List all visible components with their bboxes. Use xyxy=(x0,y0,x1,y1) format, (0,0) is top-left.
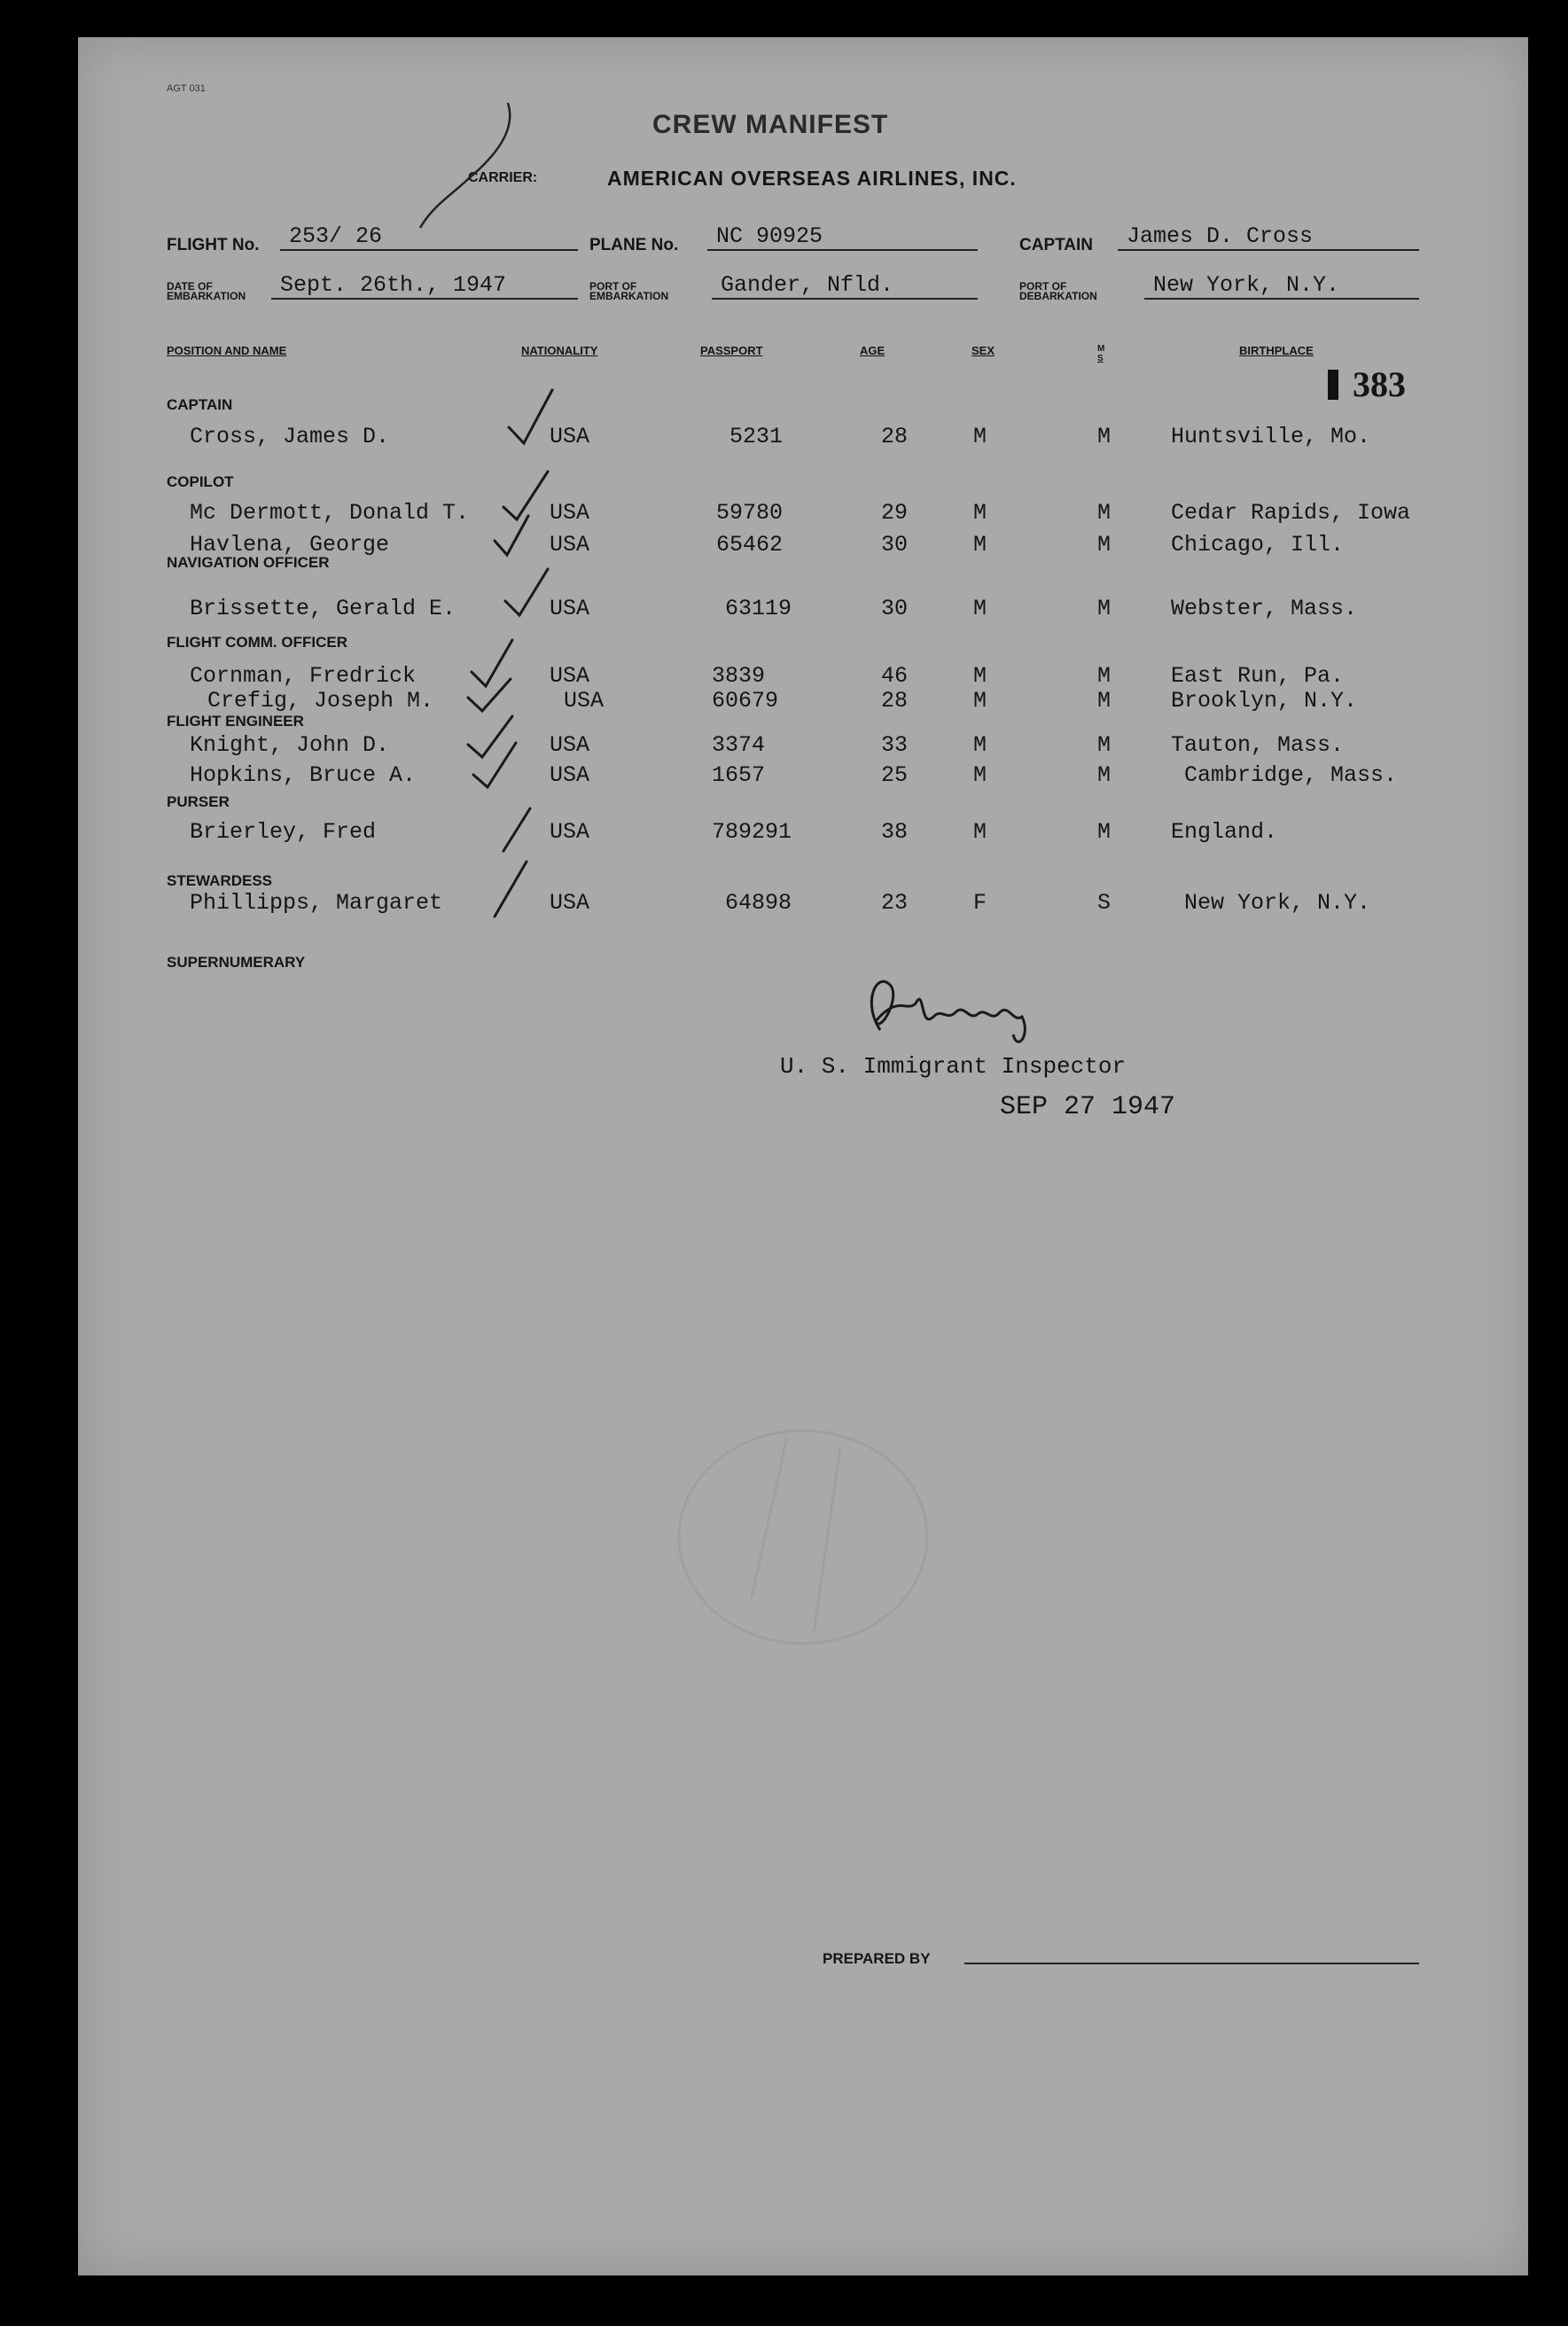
crew-nationality: USA xyxy=(550,890,590,916)
crew-passport: 1657 xyxy=(712,762,766,788)
crew-age: 30 xyxy=(881,596,909,621)
crew-marital: M xyxy=(1097,663,1112,689)
crew-sex: M xyxy=(973,500,987,526)
crew-nationality: USA xyxy=(564,688,605,714)
embark-port-value: Gander, Nfld. xyxy=(712,272,978,300)
crew-nationality: USA xyxy=(550,532,590,558)
crew-sex: M xyxy=(973,532,987,558)
crew-nationality: USA xyxy=(550,732,590,758)
crew-birthplace: Tauton, Mass. xyxy=(1171,732,1345,758)
crew-passport: 64898 xyxy=(725,890,792,916)
embark-date-label: DATE OF EMBARKATION xyxy=(167,280,246,302)
crew-name: Havlena, George xyxy=(190,532,390,558)
crew-name: Crefig, Joseph M. xyxy=(207,688,434,714)
crew-age: 28 xyxy=(881,688,909,714)
crew-nationality: USA xyxy=(550,819,590,845)
form-code: AGT 031 xyxy=(167,83,206,94)
debark-port-value: New York, N.Y. xyxy=(1144,272,1419,300)
flight-no-value: 253/ 26 xyxy=(280,223,578,251)
crew-birthplace: Chicago, Ill. xyxy=(1171,532,1345,558)
section-comm: FLIGHT COMM. OFFICER xyxy=(167,634,347,651)
crew-age: 38 xyxy=(881,819,909,845)
page-title: CREW MANIFEST xyxy=(652,110,889,139)
carrier-name: AMERICAN OVERSEAS AIRLINES, INC. xyxy=(607,167,1017,190)
section-purser: PURSER xyxy=(167,793,230,810)
debark-port-label: PORT OF DEBARKATION xyxy=(1019,280,1097,302)
check-marks xyxy=(78,37,1528,2275)
plane-no-label: PLANE No. xyxy=(589,236,679,254)
crew-marital: M xyxy=(1097,819,1112,845)
section-stewardess: STEWARDESS xyxy=(167,872,273,889)
prepared-by-label: PREPARED BY xyxy=(823,1950,931,1967)
check-mark xyxy=(505,569,548,615)
crew-birthplace: New York, N.Y. xyxy=(1184,890,1371,916)
crew-marital: M xyxy=(1097,532,1112,558)
crew-age: 28 xyxy=(881,424,909,449)
crew-marital: M xyxy=(1097,762,1112,788)
crew-age: 29 xyxy=(881,500,909,526)
crew-name: Hopkins, Bruce A. xyxy=(190,762,417,788)
crew-birthplace: Cedar Rapids, Iowa xyxy=(1171,500,1411,526)
crew-name: Brierley, Fred xyxy=(190,819,377,845)
crew-age: 33 xyxy=(881,732,909,758)
plane-no-value: NC 90925 xyxy=(707,223,978,251)
section-copilot: COPILOT xyxy=(167,473,234,490)
check-mark xyxy=(495,516,528,555)
col-age: AGE xyxy=(860,344,885,357)
crew-birthplace: Cambridge, Mass. xyxy=(1184,762,1398,788)
col-passport: PASSPORT xyxy=(700,344,763,357)
crew-sex: M xyxy=(973,819,987,845)
col-position-name: POSITION AND NAME xyxy=(167,344,287,357)
crew-nationality: USA xyxy=(550,663,590,689)
crew-name: Mc Dermott, Donald T. xyxy=(190,500,470,526)
crew-age: 30 xyxy=(881,532,909,558)
crew-nationality: USA xyxy=(550,424,590,449)
crew-marital: M xyxy=(1097,688,1112,714)
crew-sex: M xyxy=(973,732,987,758)
check-mark xyxy=(473,743,516,787)
crew-name: Cornman, Fredrick xyxy=(190,663,417,689)
check-mark xyxy=(503,808,530,851)
crew-passport: 5231 xyxy=(729,424,784,449)
crew-birthplace: England. xyxy=(1171,819,1278,845)
section-navigation: NAVIGATION OFFICER xyxy=(167,554,330,571)
crew-age: 46 xyxy=(881,663,909,689)
crew-birthplace: Huntsville, Mo. xyxy=(1171,424,1371,449)
inspector-signature xyxy=(854,968,1066,1048)
crew-sex: M xyxy=(973,762,987,788)
inspection-date: SEP 27 1947 xyxy=(1000,1092,1176,1122)
crew-passport: 3374 xyxy=(712,732,766,758)
pen-stroke xyxy=(420,103,510,228)
crew-name: Knight, John D. xyxy=(190,732,390,758)
crew-marital: M xyxy=(1097,732,1112,758)
crew-name: Cross, James D. xyxy=(190,424,390,449)
check-mark xyxy=(503,472,548,519)
section-engineer: FLIGHT ENGINEER xyxy=(167,713,304,730)
col-sex: SEX xyxy=(971,344,995,357)
faint-stamp xyxy=(679,1431,927,1643)
crew-sex: M xyxy=(973,688,987,714)
stamp-number: 383 xyxy=(1328,363,1406,405)
crew-passport: 3839 xyxy=(712,663,766,689)
crew-nationality: USA xyxy=(550,500,590,526)
crew-birthplace: Webster, Mass. xyxy=(1171,596,1358,621)
section-captain: CAPTAIN xyxy=(167,396,233,413)
flight-no-label: FLIGHT No. xyxy=(167,236,260,254)
check-mark xyxy=(468,716,512,757)
crew-passport: 65462 xyxy=(716,532,784,558)
check-mark xyxy=(468,679,511,711)
crew-passport: 63119 xyxy=(725,596,792,621)
crew-marital: S xyxy=(1097,890,1112,916)
crew-passport: 789291 xyxy=(712,819,792,845)
crew-name: Phillipps, Margaret xyxy=(190,890,443,916)
crew-nationality: USA xyxy=(550,596,590,621)
section-supernumerary: SUPERNUMERARY xyxy=(167,954,306,971)
crew-age: 23 xyxy=(881,890,909,916)
crew-nationality: USA xyxy=(550,762,590,788)
crew-birthplace: Brooklyn, N.Y. xyxy=(1171,688,1358,714)
col-nationality: NATIONALITY xyxy=(521,344,598,357)
crew-passport: 60679 xyxy=(712,688,779,714)
crew-age: 25 xyxy=(881,762,909,788)
captain-value: James D. Cross xyxy=(1118,223,1419,251)
crew-sex: F xyxy=(973,890,987,916)
crew-passport: 59780 xyxy=(716,500,784,526)
check-mark xyxy=(495,862,527,917)
crew-sex: M xyxy=(973,596,987,621)
check-mark xyxy=(509,390,552,443)
crew-marital: M xyxy=(1097,596,1112,621)
prepared-by-line xyxy=(964,1963,1419,1964)
check-mark xyxy=(472,640,512,686)
crew-marital: M xyxy=(1097,424,1112,449)
carrier-label: CARRIER: xyxy=(468,170,538,185)
crew-sex: M xyxy=(973,424,987,449)
manifest-page xyxy=(78,37,1528,2275)
embark-port-label: PORT OF EMBARKATION xyxy=(589,280,669,302)
inspector-title: U. S. Immigrant Inspector xyxy=(780,1053,1127,1080)
crew-name: Brissette, Gerald E. xyxy=(190,596,456,621)
captain-label: CAPTAIN xyxy=(1019,236,1094,254)
col-marital: M S xyxy=(1097,344,1105,363)
embark-date-value: Sept. 26th., 1947 xyxy=(271,272,578,300)
col-birthplace: BIRTHPLACE xyxy=(1239,344,1314,357)
crew-marital: M xyxy=(1097,500,1112,526)
crew-birthplace: East Run, Pa. xyxy=(1171,663,1345,689)
crew-sex: M xyxy=(973,663,987,689)
